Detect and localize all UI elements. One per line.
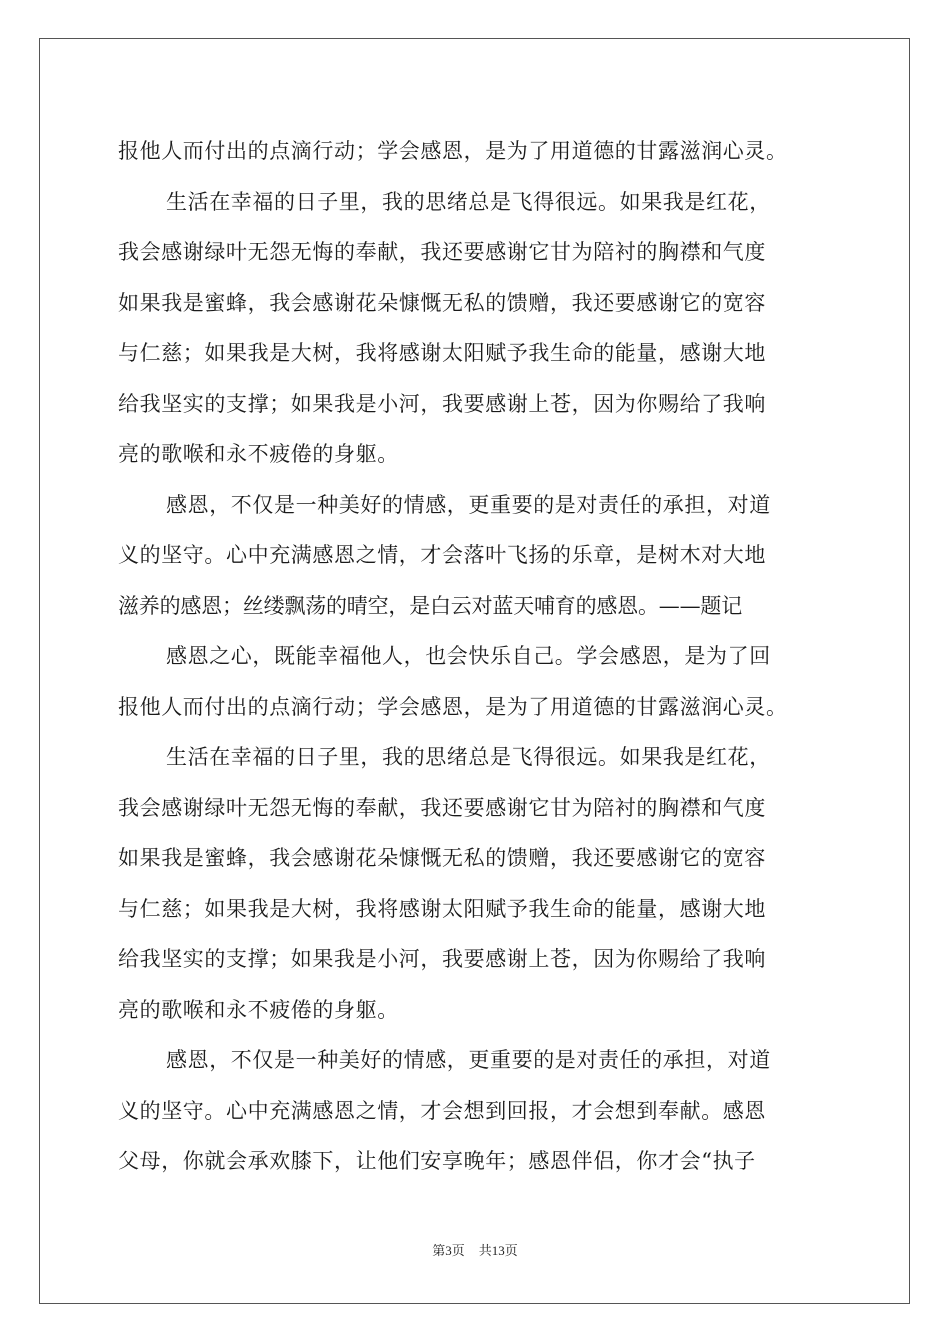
text-line-2: 生活在幸福的日子里，我的思绪总是飞得很远。如果我是红花， [166, 189, 771, 214]
text-line-6: 给我坚实的支撑；如果我是小河，我要感谢上苍，因为你赐给了我响 [118, 391, 766, 416]
page-footer [0, 1240, 950, 1259]
text-line-14: 我会感谢绿叶无怨无悔的奉献，我还要感谢它甘为陪衬的胸襟和气度 [118, 795, 766, 820]
text-line-11: 感恩之心，既能幸福他人，也会快乐自己。学会感恩，是为了回 [166, 644, 771, 668]
text-line-9: 义的坚守。心中充满感恩之情，才会落叶飞扬的乐章，是树木对大地 [118, 543, 766, 567]
text-line-8: 感恩，不仅是一种美好的情感，更重要的是对责任的承担，对道 [166, 492, 771, 517]
text-line-16: 与仁慈；如果我是大树，我将感谢太阳赋予我生命的能量，感谢大地 [118, 896, 766, 921]
text-line-4: 如果我是蜜蜂，我会感谢花朵慷慨无私的馈赠，我还要感谢它的宽容 [118, 290, 766, 315]
text-line-13: 生活在幸福的日子里，我的思绪总是飞得很远。如果我是红花， [166, 745, 771, 769]
text-line-18: 亮的歌喉和永不疲倦的身躯。 [118, 997, 399, 1022]
text-line-17: 给我坚实的支撑；如果我是小河，我要感谢上苍，因为你赐给了我响 [118, 947, 766, 971]
text-line-20: 义的坚守。心中充满感恩之情，才会想到回报，才会想到奉献。感恩 [118, 1098, 766, 1123]
text-line-7: 亮的歌喉和永不疲倦的身躯。 [118, 442, 399, 466]
text-line-1: 报他人而付出的点滴行动；学会感恩，是为了用道德的甘露滋润心灵。 [118, 139, 788, 163]
page-number: 第3页 [432, 1243, 465, 1258]
page-total: 共13页 [478, 1243, 518, 1258]
text-line-10: 滋养的感恩；丝缕飘荡的晴空，是白云对蓝天哺育的感恩。——题记 [118, 593, 742, 618]
text-line-5: 与仁慈；如果我是大树，我将感谢太阳赋予我生命的能量，感谢大地 [118, 341, 766, 365]
text-line-15: 如果我是蜜蜂，我会感谢花朵慷慨无私的馈赠，我还要感谢它的宽容 [118, 846, 766, 870]
document-body [118, 126, 838, 1187]
text-line-12: 报他人而付出的点滴行动；学会感恩，是为了用道德的甘露滋润心灵。 [118, 694, 788, 719]
text-line-21: 父母，你就会承欢膝下，让他们安享晚年；感恩伴侣，你才会“执子 [118, 1149, 756, 1173]
text-line-3: 我会感谢绿叶无怨无悔的奉献，我还要感谢它甘为陪衬的胸襟和气度 [118, 240, 766, 264]
text-line-19: 感恩，不仅是一种美好的情感，更重要的是对责任的承担，对道 [166, 1048, 771, 1072]
